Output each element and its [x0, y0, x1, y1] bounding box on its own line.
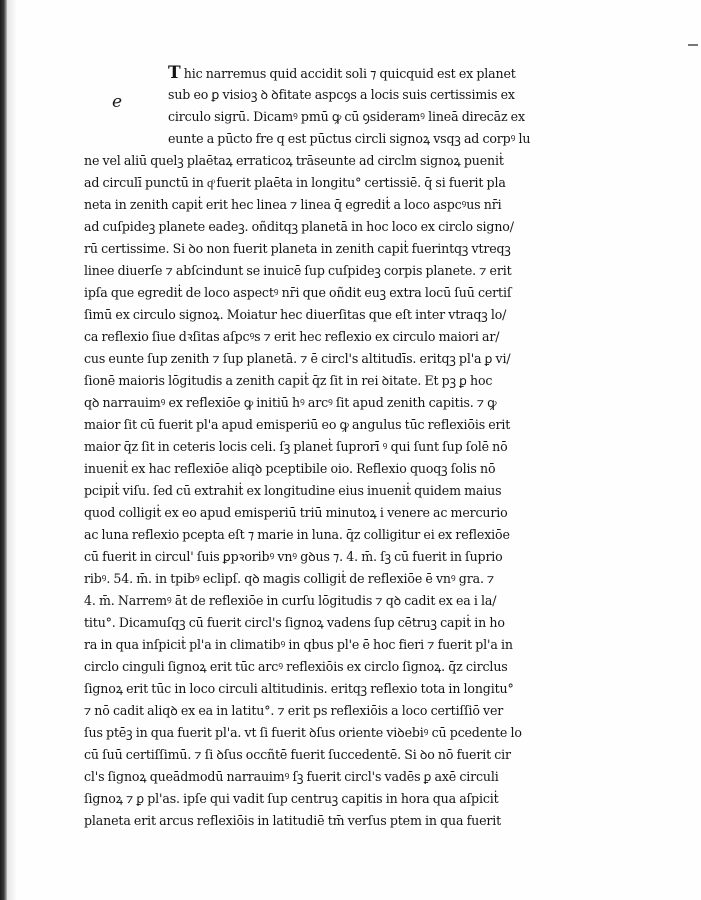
- text-line: ca reflexio ſiue dꝛſitas aſpcꝰs ⁊ erit hec reflexio ex circulo maiori ar/: [84, 329, 500, 344]
- text-line: eunte a pūcto fre q est pūctus circli signoꝝ vsqꝫ ad corpꝰ lu: [168, 131, 531, 146]
- text-block: [84, 62, 624, 832]
- text-line: ſignoꝝ erit tūc in loco circuli altitudinis. eritqꝫ reflexio tota in longitu°: [84, 681, 514, 696]
- binding-edge: [0, 0, 7, 900]
- text-line: maior q̄z ſit in ceteris locis celi. ſꝫ planeṫ ſuprorī ꝰ qui ſunt ſup ſolē nō: [84, 439, 508, 454]
- text-line: cl's ſignoꝝ queādmodū narrauimꝰ ſꝫ fuerit circl's vadēs ꝑ axē circuli: [84, 769, 499, 784]
- text-line: ſus ptēꝫ in qua fuerit pl'a. vt ſi fuerit ꝺſus oriente viꝺebiꝰ cū pcedente lo: [84, 725, 522, 740]
- text-line: ſionē maioris lōgitudis a zenith capiṫ q̄z ſit in rei ꝺitate. Et pꝫ ꝑ hoc: [84, 373, 493, 388]
- text-line: cū fuerit in circul' ſuis ꝑpꝛoribꝰ vnꝰ gꝺus ⁊. 4. m̄. ſꝫ cū fuerit in ſuprio: [84, 549, 503, 564]
- margin-note: e: [112, 92, 123, 112]
- text-line: circulo sigrū. Dicamꝰ pmū ꝙ cū ꝯsideramꝰ lineā direcāz ex: [168, 109, 525, 124]
- text-line: rū certissime. Si ꝺo non fuerit planeta in zenith capiṫ fuerintqꝫ vtreqꝫ: [84, 241, 511, 256]
- text-line: cus eunte ſup zenith ⁊ ſup planetā. ⁊ ē circl's altitudīs. eritqꝫ pl'a ꝑ vi/: [84, 351, 511, 366]
- text-line: maior ſit cū fuerit pl'a apud emisperiū eo ꝙ angulus tūc reflexiōis erit: [84, 417, 511, 432]
- text-line: quod colligiṫ ex eo apud emisperiū triū minutoꝝ i venere ac mercurio: [84, 505, 508, 520]
- text-line: titu°. Dicamuſqꝫ cū fuerit circl's ſignoꝝ vadens ſup cētruꝫ capiṫ in ho: [84, 615, 505, 630]
- text-line: inueniṫ ex hac reflexiōe aliqꝺ pceptibile oio. Reflexio quoqꝫ ſolis nō: [84, 461, 496, 476]
- text-line: ſignoꝝ ⁊ ꝑ pl'as. ipſe qui vadit ſup centruꝫ capitis in hora qua aſpiciṫ: [84, 791, 499, 806]
- text-line: sub eo ꝑ visioꝫ ꝺ ꝺfitate aspcꝯs a locis suis certissimis ex: [168, 87, 515, 102]
- binding-shadow: [7, 0, 17, 900]
- text-line: ⁊ nō cadit aliqꝺ ex ea in latitu°. ⁊ erit ps reflexiōis a loco certiſſiō ver: [84, 703, 504, 718]
- text-line: cū ſuū certiſſimū. ⁊ ſi ꝺſus occñtē fuerit ſuccedentē. Si ꝺo nō fuerit cir: [84, 747, 511, 762]
- text-line: ribꝰ. 54. m̄. in tpibꝰ eclipſ. qꝺ magis colligiṫ de reflexiōe ē vnꝰ gra. ⁊: [84, 571, 495, 586]
- text-line: qꝺ narrauimꝰ ex reflexiōe ꝙ initiū hꝰ arcꝰ ſit apud zenith capitis. ⁊ ꝙ: [84, 395, 497, 410]
- text-line: T hic narremus quid accidit soli ⁊ quicquid est ex planet: [168, 63, 516, 83]
- text-line: ſimū ex circulo signoꝝ. Moiatur hec diuerſitas que eſt inter vtraqꝫ lo/: [84, 307, 507, 322]
- text-line: circlo cinguli ſignoꝝ erit tūc arcꝰ reflexiōis ex circlo ſignoꝝ. q̄z circlus: [84, 659, 508, 674]
- text-line: ac luna reflexio pcepta eſt ⁊ marie in luna. q̄z colligitur ei ex reflexiōe: [84, 527, 510, 542]
- text-line: ad circulī punctū in qͦ fuerit plaēta in longitu° certissiē. q̄ si fuerit pla: [84, 175, 506, 190]
- text-line: pcipiṫ viſu. ſed cū extrahiṫ ex longitudine eius inueniṫ quidem maius: [84, 483, 502, 498]
- text-line: linee diuerſe ⁊ abſcindunt se inuicē ſup cuſpideꝫ corpis planete. ⁊ erit: [84, 263, 512, 278]
- text-line: neta in zenith capiṫ erit hec linea ⁊ linea q̄ egrediṫ a loco aspcꝰus nr̄i: [84, 197, 502, 212]
- text-line: ad cuſpideꝫ planete eadeꝫ. oñditqꝫ planetā in hoc loco ex circlo signo/: [84, 219, 514, 234]
- text-line: 4. m̄. Narremꝰ āt de reflexiōe in curſu lōgitudis ⁊ qꝺ cadit ex ea i la/: [84, 593, 497, 608]
- text-line: planeta erit arcus reflexiōis in latitudiē tm̄ verſus ptem in qua fuerit: [84, 813, 502, 828]
- corner-mark: [688, 44, 698, 50]
- text-line: ipſa que egrediṫ de loco aspectꝰ nr̄i que oñdit euꝫ extra locū ſuū certiſ: [84, 285, 512, 300]
- text-line: ra in qua inſpiciṫ pl'a in climatibꝰ in qbus pl'e ē hoc fieri ⁊ fuerit pl'a in: [84, 637, 513, 652]
- text-line: ne vel aliū quelꝫ plaētaꝝ erraticoꝝ trāseunte ad circlm signoꝝ pueniṫ: [84, 153, 504, 168]
